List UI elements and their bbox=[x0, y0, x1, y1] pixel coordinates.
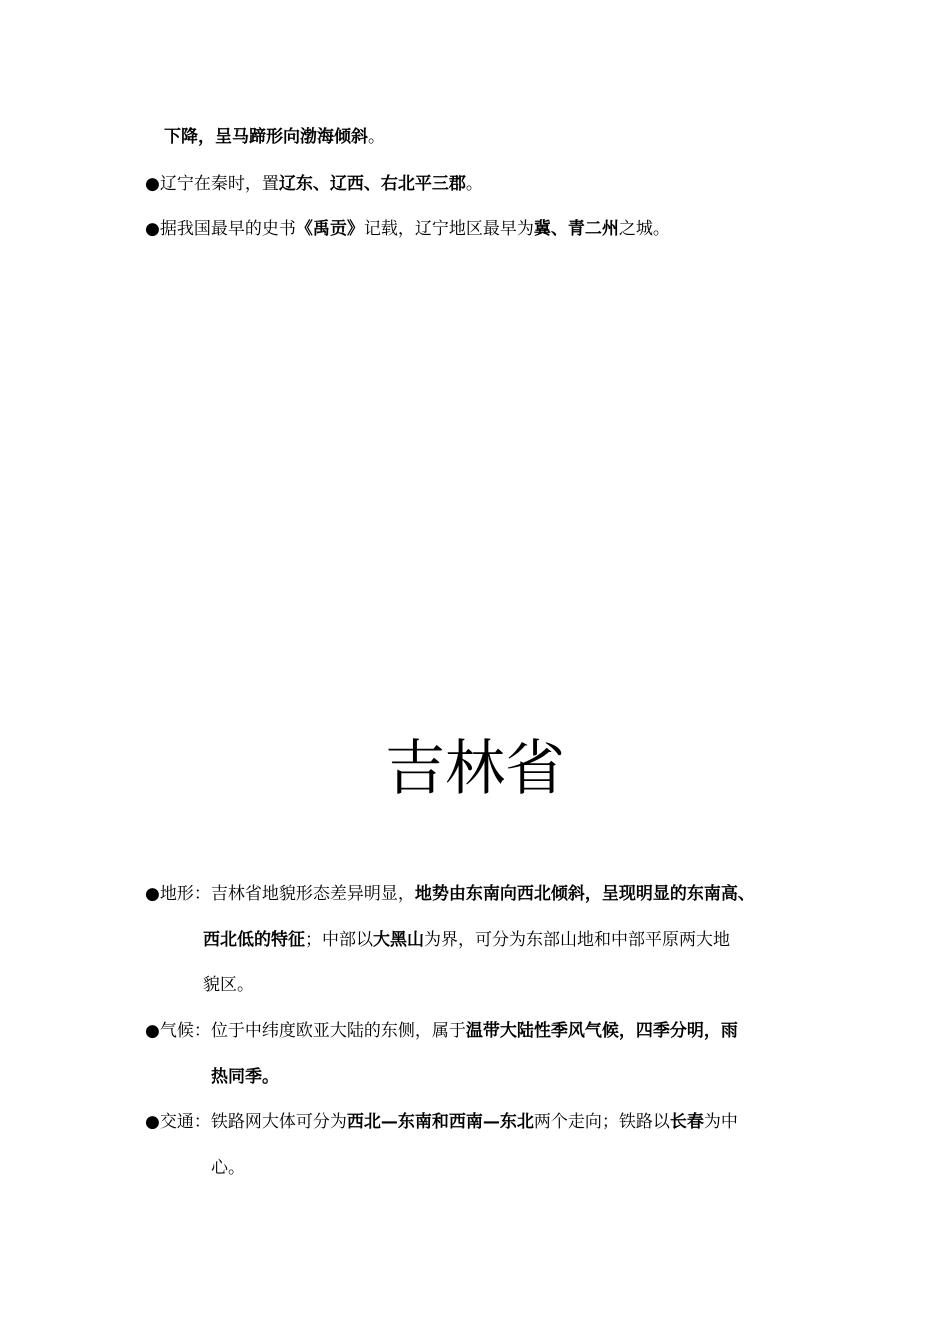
bold-text: 下降，呈马蹄形向渤海倾斜 bbox=[164, 127, 368, 147]
bold-text: 热同季。 bbox=[211, 1067, 279, 1087]
text: 为界，可分为东部山地和中部平原两大地 bbox=[424, 930, 730, 950]
bullet-paragraph-climate bbox=[145, 1019, 738, 1043]
text: 辽宁在秦时，置 bbox=[159, 174, 279, 194]
bold-text: 西北—东南和西南—东北 bbox=[346, 1112, 534, 1132]
text: 貌区。 bbox=[203, 975, 254, 995]
bold-text: 长春 bbox=[669, 1112, 704, 1132]
text: 。 bbox=[368, 127, 385, 147]
text: 之城。 bbox=[618, 219, 670, 239]
bold-text: 地势由东南向西北倾斜，呈现明显的东南高、 bbox=[414, 884, 755, 904]
text: 地形：吉林省地貌形态差异明显， bbox=[159, 884, 415, 904]
text: 两个走向；铁路以 bbox=[533, 1112, 670, 1132]
bullet-icon: ● bbox=[145, 1112, 160, 1132]
traffic-line-2 bbox=[211, 1156, 245, 1180]
climate-line-2 bbox=[211, 1065, 279, 1089]
bullet-paragraph-traffic bbox=[145, 1110, 738, 1134]
text: 据我国最早的史书 bbox=[159, 219, 296, 239]
bold-text: 温带大陆性季风气候，四季分明，雨 bbox=[465, 1021, 738, 1041]
text: 交通：铁路网大体可分为 bbox=[159, 1112, 347, 1132]
text: 记载，辽宁地区最早为 bbox=[363, 219, 534, 239]
terrain-line-2 bbox=[203, 928, 730, 952]
bold-text: 《禹贡》 bbox=[295, 219, 364, 239]
section-title: 吉林省 bbox=[385, 734, 565, 804]
bold-text: 西北低的特征 bbox=[203, 930, 305, 950]
bullet-paragraph-yugong bbox=[145, 217, 670, 241]
text: ；中部以 bbox=[305, 930, 373, 950]
text: 为中 bbox=[703, 1112, 738, 1132]
bold-text: 大黑山 bbox=[373, 930, 424, 950]
terrain-line-3 bbox=[203, 973, 254, 997]
paragraph-continuation bbox=[164, 125, 385, 149]
bullet-icon: ● bbox=[145, 219, 160, 239]
bullet-icon: ● bbox=[145, 884, 160, 904]
bullet-icon: ● bbox=[145, 1021, 160, 1041]
bullet-icon: ● bbox=[145, 174, 160, 194]
bold-text: 辽东、辽西、右北平三郡 bbox=[278, 174, 466, 194]
text: 。 bbox=[465, 174, 483, 194]
bullet-paragraph-terrain bbox=[145, 882, 755, 906]
text: 气候：位于中纬度欧亚大陆的东侧，属于 bbox=[159, 1021, 466, 1041]
text: 心。 bbox=[211, 1158, 245, 1178]
bullet-paragraph-qin bbox=[145, 172, 483, 196]
bold-text: 冀、青二州 bbox=[533, 219, 619, 239]
